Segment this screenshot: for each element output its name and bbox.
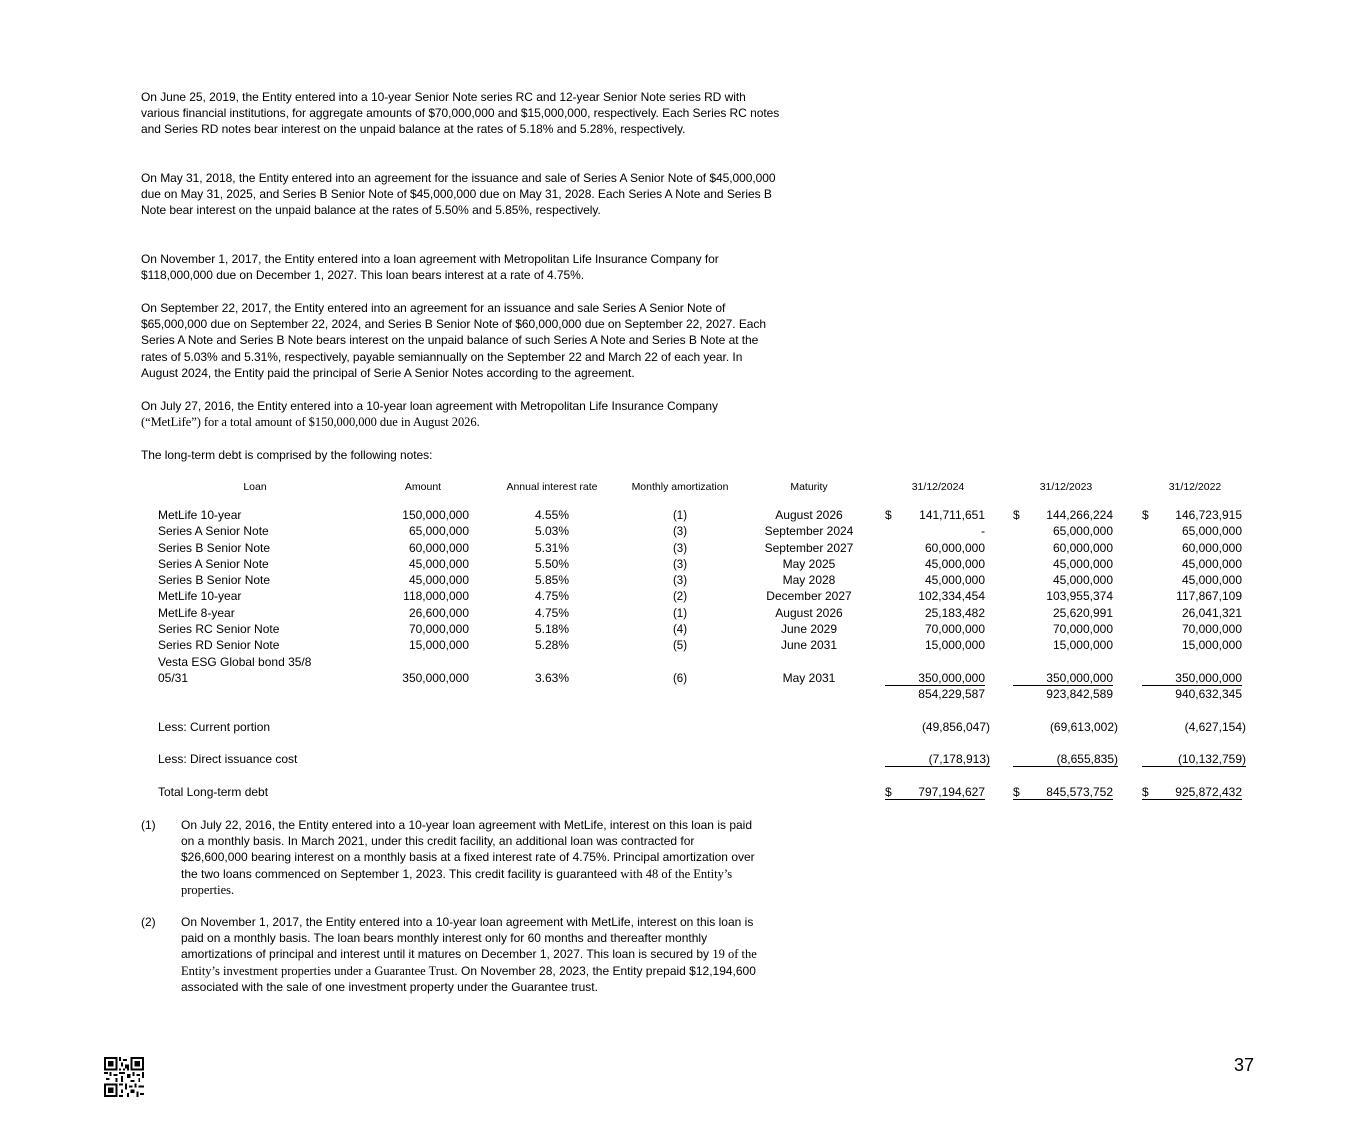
cell-y2024: 25,183,482 — [924, 605, 985, 620]
header-amount: Amount — [404, 481, 442, 493]
cell-amount: 45,000,000 — [408, 556, 469, 571]
footnote-2-text: On November 1, 2017, the Entity entered into a 10-year loan agreement with MetLife, interest on this loan is paid on a monthly basis. The loan bears monthly interest only for 60 months and thereafter monthly amortizations of principal and interest until it matures on December 1, 2027. This loan is secured by — [181, 915, 754, 962]
current-portion-2022: (4,627,154) — [1184, 720, 1246, 734]
footnote-1-text: On July 22, 2016, the Entity entered into a 10-year loan agreement with MetLife, interest on this loan is paid on a monthly basis. In March 2021, under this credit facility, an additional loan was contracted for $26,600,000 bearing interest on a monthly basis at a fixed interest rate of 4.75%. Principal amortization over the two loans commenced on September 1, 2023. This credit facility is guaranteed — [181, 818, 755, 881]
cell-y2023: 45,000,000 — [1052, 556, 1113, 571]
cell-y2024: 45,000,000 — [924, 556, 985, 571]
cell-rate: 5.03% — [534, 524, 570, 539]
vesta-loan-line2: 05/31 — [158, 671, 189, 685]
cell-y2023: 60,000,000 — [1052, 540, 1113, 555]
cell-y2022: 45,000,000 — [1181, 573, 1242, 587]
cell-y2024: - — [981, 524, 985, 539]
vesta-rate: 3.63% — [534, 671, 570, 685]
cell-rate: 4.75% — [534, 605, 570, 620]
page-number: 37 — [1234, 1055, 1255, 1075]
cell-y2023: 144,266,224 — [1046, 508, 1113, 522]
cell-maturity: September 2027 — [764, 540, 854, 555]
total-value-2024: 797,194,627 — [918, 785, 985, 799]
cell-amount: 150,000,000 — [402, 508, 469, 522]
cell-amort: (1) — [672, 510, 688, 522]
subtotal-2022: 940,632,345 — [1175, 687, 1242, 701]
vesta-2024: 350,000,000 — [885, 671, 985, 686]
total-value-2022: 925,872,432 — [1175, 785, 1242, 799]
cell-y2024: 60,000,000 — [924, 540, 985, 555]
cell-rate: 5.85% — [534, 573, 570, 587]
cell-y2022: 60,000,000 — [1181, 540, 1242, 555]
issuance-cost-2024: (7,178,913) — [885, 752, 990, 767]
vesta-2023: 350,000,000 — [1013, 671, 1113, 686]
cell-loan: MetLife 10-year — [158, 589, 242, 604]
cell-loan: Series RD Senior Note — [158, 638, 280, 652]
currency-symbol: $ — [885, 508, 892, 522]
vesta-amortization: (6) — [672, 673, 688, 685]
cell-loan: Series RC Senior Note — [158, 621, 280, 636]
total-currency-2023: $ — [1013, 785, 1020, 799]
cell-amort: (3) — [672, 575, 688, 587]
cell-loan: Series A Senior Note — [158, 556, 269, 571]
cell-y2023: 15,000,000 — [1052, 638, 1113, 652]
current-portion-label: Less: Current portion — [158, 720, 271, 734]
paragraph-metlife-2017: On November 1, 2017, the Entity entered into a loan agreement with Metropolitan Life Insurance Company for $118,000,000 due on December 1, 2027. This loan bears interest at a rate of 4.75%. — [141, 252, 719, 283]
total-debt-2023 — [1013, 785, 1113, 800]
cell-maturity: June 2029 — [780, 621, 838, 636]
currency-symbol: $ — [1013, 508, 1020, 522]
cell-rate: 5.31% — [534, 540, 570, 555]
cell-amort: (1) — [672, 607, 688, 620]
cell-amort: (3) — [672, 558, 688, 571]
cell-rate: 4.75% — [534, 589, 570, 604]
cell-rate: 5.50% — [534, 556, 570, 571]
cell-y2022: 117,867,109 — [1176, 589, 1242, 604]
issuance-cost-label: Less: Direct issuance cost — [158, 752, 298, 766]
cell-y2022: 70,000,000 — [1181, 621, 1242, 636]
cell-loan: Series A Senior Note — [158, 524, 269, 539]
header-2023: 31/12/2023 — [1039, 481, 1093, 493]
cell-y2022: 15,000,000 — [1181, 638, 1242, 652]
subtotal-2023: 923,842,589 — [1046, 687, 1113, 701]
cell-amort: (3) — [672, 542, 688, 555]
issuance-cost-2022: (10,132,759) — [1142, 752, 1246, 767]
cell-loan: Series B Senior Note — [158, 540, 271, 555]
vesta-amount: 350,000,000 — [402, 671, 469, 685]
cell-maturity: June 2031 — [780, 638, 838, 652]
total-debt-2024 — [885, 785, 985, 800]
cell-amort: (4) — [672, 623, 688, 636]
cell-y2023: 65,000,000 — [1052, 524, 1113, 539]
currency-symbol: $ — [1142, 508, 1149, 522]
cell-y2022: 26,041,321 — [1181, 605, 1242, 620]
total-debt-label: Total Long-term debt — [158, 785, 269, 799]
cell-maturity: December 2027 — [766, 589, 852, 604]
cell-amort: (3) — [672, 526, 688, 539]
cell-rate: 5.18% — [534, 621, 570, 636]
cell-maturity: August 2026 — [775, 508, 843, 522]
cell-y2024: 70,000,000 — [924, 621, 985, 636]
paragraph-series-a-b-2018: On May 31, 2018, the Entity entered into an agreement for the issuance and sale of Series A Senior Note of $45,000,000 due on May 31, 2025, and Series B Senior Note of $45,000,000 due on May 31, 2028. Each Series A Note and Series B Note bear interest on the unpaid balance at the rates of 5.50% and 5.85%, respectively. — [141, 171, 776, 218]
header-rate: Annual interest rate — [506, 481, 598, 493]
cell-maturity: May 2025 — [782, 556, 836, 571]
footnote-2-serif: 19 of the Entity’s investment properties under a Guarantee Trust. — [181, 947, 757, 978]
footnote-1 — [181, 817, 761, 898]
footnote-2-rest: On November 28, 2023, the Entity prepaid $12,194,600 associated with the sale of one investment property under the Guarantee trust. — [181, 963, 756, 994]
cell-y2023: 70,000,000 — [1052, 621, 1113, 636]
paragraph-debt-intro: The long-term debt is comprised by the following notes: — [141, 448, 433, 462]
cell-rate: 5.28% — [534, 638, 570, 652]
total-currency-2024: $ — [885, 785, 892, 799]
paragraph-series-a-b-2017: On September 22, 2017, the Entity entered into an agreement for an issuance and sale Series A Senior Note of $65,000,000 due on September 22, 2024, and Series B Senior Note of $60,000,000 due on September 22, 2027. Each Series A Note and Series B Note bears interest on the unpaid balance of such Series A Note and Series B Note at the rates of 5.03% and 5.31%, respectively, payable semiannually on the September 22 and March 22 of each year. In August 2024, the Entity paid the principal of Serie A Senior Notes according to the agreement. — [141, 301, 766, 380]
cell-amount: 45,000,000 — [408, 573, 469, 587]
cell-y2023: 45,000,000 — [1052, 573, 1113, 587]
qr-code-icon — [104, 1057, 144, 1097]
cell-y2024: 102,334,454 — [918, 589, 985, 604]
cell-amount: 26,600,000 — [408, 605, 469, 620]
cell-amount: 118,000,000 — [403, 589, 469, 604]
subtotal-2024: 854,229,587 — [918, 687, 985, 701]
cell-y2022: 146,723,915 — [1175, 508, 1242, 522]
header-amortization: Monthly amortization — [631, 481, 729, 493]
paragraph-metlife-2016-line2: (“MetLife”) for a total amount of $150,000,000 due in August 2026. — [141, 415, 480, 430]
cell-y2022: 45,000,000 — [1181, 556, 1242, 571]
total-currency-2022: $ — [1142, 785, 1149, 799]
total-value-2023: 845,573,752 — [1046, 785, 1113, 799]
vesta-2022: 350,000,000 — [1142, 671, 1242, 686]
cell-amount: 70,000,000 — [408, 621, 469, 636]
cell-y2022: 65,000,000 — [1181, 524, 1242, 539]
cell-amort: (2) — [672, 591, 688, 604]
cell-y2024: 45,000,000 — [924, 573, 985, 587]
cell-amount: 60,000,000 — [408, 540, 469, 555]
header-2022: 31/12/2022 — [1168, 481, 1222, 493]
vesta-loan-line1: Vesta ESG Global bond 35/8 — [158, 655, 312, 669]
cell-loan: MetLife 8-year — [158, 605, 235, 620]
vesta-maturity: May 2031 — [782, 671, 836, 685]
cell-y2023: 25,620,991 — [1052, 605, 1113, 620]
paragraph-metlife-2016 — [141, 398, 781, 430]
current-portion-2024: (49,856,047) — [921, 720, 990, 734]
cell-loan: MetLife 10-year — [158, 508, 242, 522]
footnote-1-tail: with 48 of the Entity’s properties. — [181, 866, 733, 897]
cell-rate: 4.55% — [534, 508, 570, 522]
footnote-1-number: (1) — [141, 818, 156, 832]
total-debt-2022 — [1142, 785, 1242, 800]
paragraph-senior-notes-rc-rd: On June 25, 2019, the Entity entered into a 10-year Senior Note series RC and 12-year Senior Note series RD with various financial institutions, for aggregate amounts of $70,000,000 and $15,000,000, respectively. Each Series RC notes and Series RD notes bear interest on the unpaid balance at the rates of 5.18% and 5.28%, respectively. — [141, 90, 780, 137]
current-portion-2023: (69,613,002) — [1049, 720, 1118, 734]
cell-amort: (5) — [672, 640, 688, 652]
cell-maturity: May 2028 — [782, 573, 836, 587]
issuance-cost-2023: (8,655,835) — [1013, 752, 1118, 767]
cell-maturity: September 2024 — [764, 524, 854, 539]
cell-y2024: 15,000,000 — [924, 638, 985, 652]
paragraph-metlife-2016-line1: On July 27, 2016, the Entity entered into a 10-year loan agreement with Metropolitan Life Insurance Company — [141, 399, 718, 413]
cell-amount: 65,000,000 — [408, 524, 469, 539]
cell-loan: Series B Senior Note — [158, 573, 271, 587]
footnote-2 — [181, 914, 763, 995]
cell-amount: 15,000,000 — [408, 638, 469, 652]
footnote-2-number: (2) — [141, 915, 156, 929]
cell-y2024: 141,711,651 — [919, 508, 985, 522]
header-loan: Loan — [243, 481, 267, 493]
cell-y2023: 103,955,374 — [1046, 589, 1113, 604]
header-maturity: Maturity — [790, 481, 828, 493]
cell-maturity: August 2026 — [775, 605, 843, 620]
header-2024: 31/12/2024 — [911, 481, 965, 493]
